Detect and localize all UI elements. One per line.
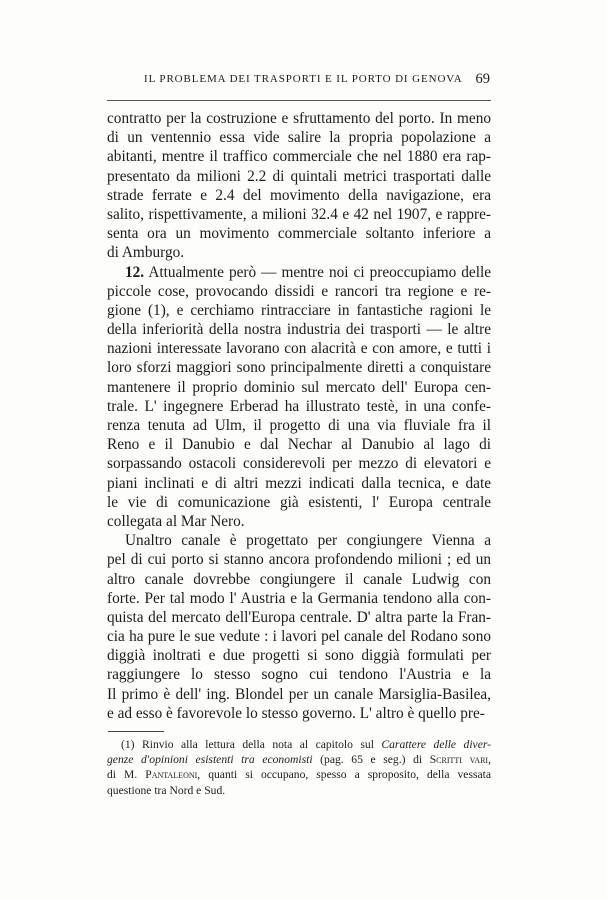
text-line: contratto per la costruzione e sfruttamento del porto. In meno: [107, 110, 491, 127]
text-line: renza tenuta ad Ulm, il progetto di una via fluviale fra il: [107, 417, 491, 434]
footnote-rule: [108, 731, 164, 732]
text-line: sorpassando ostacoli considerevoli per mezzo di elevatori e: [107, 455, 491, 473]
text-line: Unaltro canale è progettato per congiungere Vienna a: [125, 532, 491, 550]
footnote-text: di M.: [107, 768, 146, 782]
text-line: salito, rispettivamente, a milioni 32.4 e 42 nel 1907, e rappre-: [107, 205, 491, 223]
body-text: [107, 109, 491, 723]
text-line: pel di cui porto si stanno ancora profondendo milioni ; ed un: [107, 551, 491, 569]
page-number: 69: [475, 71, 490, 87]
text-line: forte. Per tal modo l' Austria e la Germania tendono alla con-: [107, 589, 491, 607]
text-line: quista del mercato dell'Europa centrale. D' altra parte la Fran-: [107, 608, 491, 626]
running-header: [108, 71, 490, 91]
footnote-line: questione tra Nord e Sud.: [107, 783, 226, 797]
text-line: raggiungere lo stesso sogno cui tendono l'Austria e la: [107, 666, 491, 684]
footnote-text: (pag. 65 e seg.) di: [312, 753, 430, 767]
text-line: presentato da milioni 2.2 di quintali metrici trasportati dalle: [107, 167, 491, 185]
text-line: le vie di comunicazione già esistenti, l' Europa centrale: [107, 493, 491, 511]
text-line: gione (1), e cerchiamo rintracciare in fantastiche ragioni le: [107, 301, 491, 319]
text-line: strade ferrate e 2.4 del movimento della navigazione, era: [107, 186, 491, 204]
text-line: Il primo è dell' ing. Blondel per un canale Marsiglia-Basilea,: [107, 685, 491, 703]
text-line: [107, 263, 491, 282]
text-line: collegata al Mar Nero.: [107, 512, 245, 530]
section-number: 12.: [125, 263, 145, 281]
footnote-smallcaps: Scritti vari,: [429, 753, 491, 767]
footnote-italic: genze d'opinioni esistenti tra economisti: [107, 753, 313, 767]
text-line: piani inclinati e di altri mezzi indicati dalla tecnica, e date: [107, 474, 491, 492]
text-line: abitanti, mentre il traffico commerciale che nel 1880 era rap-: [107, 148, 491, 166]
text-line: piccole cose, provocando dissidi e rancori tra regione e re-: [107, 282, 491, 300]
footnote-italic: Carattere delle diver-: [381, 738, 491, 751]
footnote-smallcaps: Pantaleoni,: [145, 768, 201, 782]
footnote-line: [107, 767, 491, 782]
text-line: Reno e il Danubio e dal Nechar al Danubio al lago di: [107, 436, 491, 454]
footnote-line: [107, 737, 491, 752]
text-line: loro sforzi maggiori sono principalmente diretti a conquistare: [107, 359, 491, 377]
footnote: [107, 737, 491, 798]
header-rule: [107, 100, 491, 101]
footnote-text: quanti si occupano, spesso a sproposito, della vessata: [200, 768, 491, 782]
text-line: di Amburgo.: [107, 244, 185, 262]
text-line: diggià inoltrati e due progetti si sono diggià formulati per: [107, 647, 491, 665]
text-line: della inferiorità della nostra industria dei trasporti — le altre: [107, 321, 491, 339]
text-line: cia ha pure le sue vedute : i lavori pel canale del Rodano sono: [107, 628, 491, 646]
text-line: mantenere il proprio dominio sul mercato dell' Europa cen-: [107, 378, 491, 396]
text-line: di un ventennio essa vide salire la propria popolazione a: [107, 129, 491, 147]
text-line: e ad esso è favorevole lo stesso governo. L' altro è quello pre-: [107, 704, 485, 722]
text-line: senta ora un movimento commerciale soltanto inferiore a: [107, 225, 491, 243]
footnote-text: (1) Rinvio alla lettura della nota al capitolo sul: [121, 738, 382, 751]
running-title: IL PROBLEMA DEI TRASPORTI E IL PORTO DI GENOVA: [144, 73, 463, 85]
footnote-line: [107, 752, 491, 767]
line-text: Attualmente però — mentre noi ci preoccupiamo delle: [148, 263, 491, 281]
text-line: trale. L' ingegnere Erberad ha illustrato testè, in una confe-: [107, 397, 491, 415]
text-line: altro canale dovrebbe congiungere il canale Ludwig con: [107, 570, 491, 588]
text-line: nazioni interessate lavorano con alacrità e con amore, e tutti i: [107, 340, 491, 358]
